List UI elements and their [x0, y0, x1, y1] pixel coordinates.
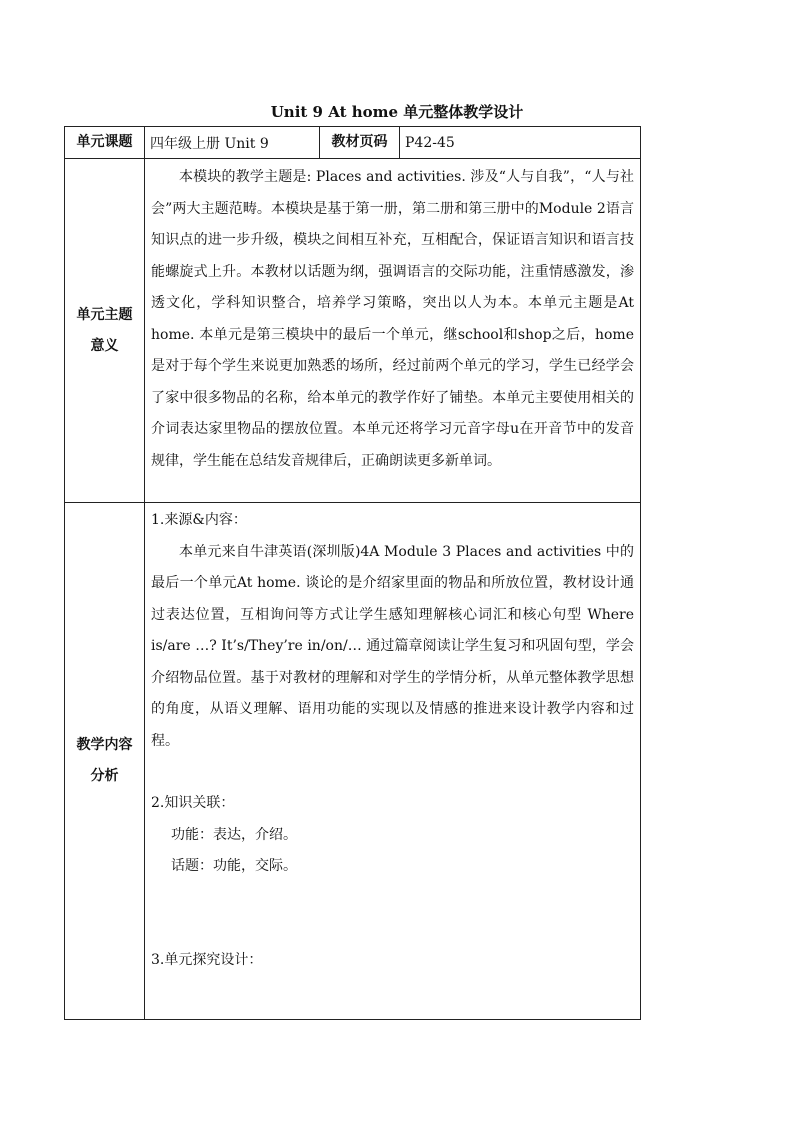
unit-value: 四年级上册 Unit 9 [145, 127, 320, 159]
unit-design-table [64, 126, 641, 1020]
meaning-row [65, 159, 641, 503]
topic-line: 话题：功能，交际。 [171, 858, 297, 874]
analysis-row [65, 503, 641, 1020]
document-title: Unit 9 At home 单元整体教学设计 [270, 103, 524, 121]
section2-heading: 2.知识关联： [151, 795, 235, 811]
meaning-label [65, 159, 145, 503]
analysis-label [65, 503, 145, 1020]
analysis-content [145, 503, 641, 1020]
section1-heading: 1.来源&内容： [151, 512, 247, 528]
analysis-label-line2: 分析 [90, 768, 119, 784]
meaning-content [145, 159, 641, 503]
header-row [65, 127, 641, 159]
meaning-text: 本模块的教学主题是: Places and activities. 涉及“人与自我”，“人与社会”两大主题范畴。本模块是基于第一册，第二册和第三册中的Module 2语言知识点的进一步升级，模块之间相互补充，互相配合，保证语言知识和语言技能螺旋式上升。本教材以话题为纲，强调语言的交际功能，注重情感激发，渗透文化，学科知识整合，培养学习策略，突出以人为本。本单元主题是At home. 本单元是第三模块中的最后一个单元，继school和shop之后，home 是对于每个学生来说更加熟悉的场所，经过前两个单元的学习，学生已经学会了家中很多物品的名称，给本单元的教学作好了铺垫。本单元主要使用相关的介词表达家里物品的摆放位置。本单元还将学习元音字母u在开音节中的发音规律，学生能在总结发音规律后，正确朗读更多新单词。 [151, 169, 634, 469]
function-line: 功能：表达，介绍。 [171, 826, 297, 843]
meaning-label-line2: 意义 [90, 337, 119, 354]
meaning-label-line1: 单元主题 [76, 306, 133, 323]
pages-value: P42-45 [400, 127, 641, 159]
pages-label: 教材页码 [320, 127, 400, 159]
section1-text: 本单元来自牛津英语(深圳版)4A Module 3 Places and activities 中的最后一个单元At home. 谈论的是介绍家里面的物品和所放位置，教材设计通过表达位置，互相询问等方式让学生感知理解核心词汇和核心句型 Where is/are …? It’s/They’re in/on/… 通过篇章阅读让学生复习和巩固句型，学会介绍物品位置。基于对教材的理解和对学生的学情分析，从单元整体教学思想的角度，从语义理解、语用功能的实现以及情感的推进来设计教学内容和过程。 [151, 543, 634, 749]
analysis-label-line1: 教学内容 [76, 737, 133, 753]
section3-heading: 3.单元探究设计： [151, 951, 263, 968]
unit-label: 单元课题 [65, 127, 145, 159]
